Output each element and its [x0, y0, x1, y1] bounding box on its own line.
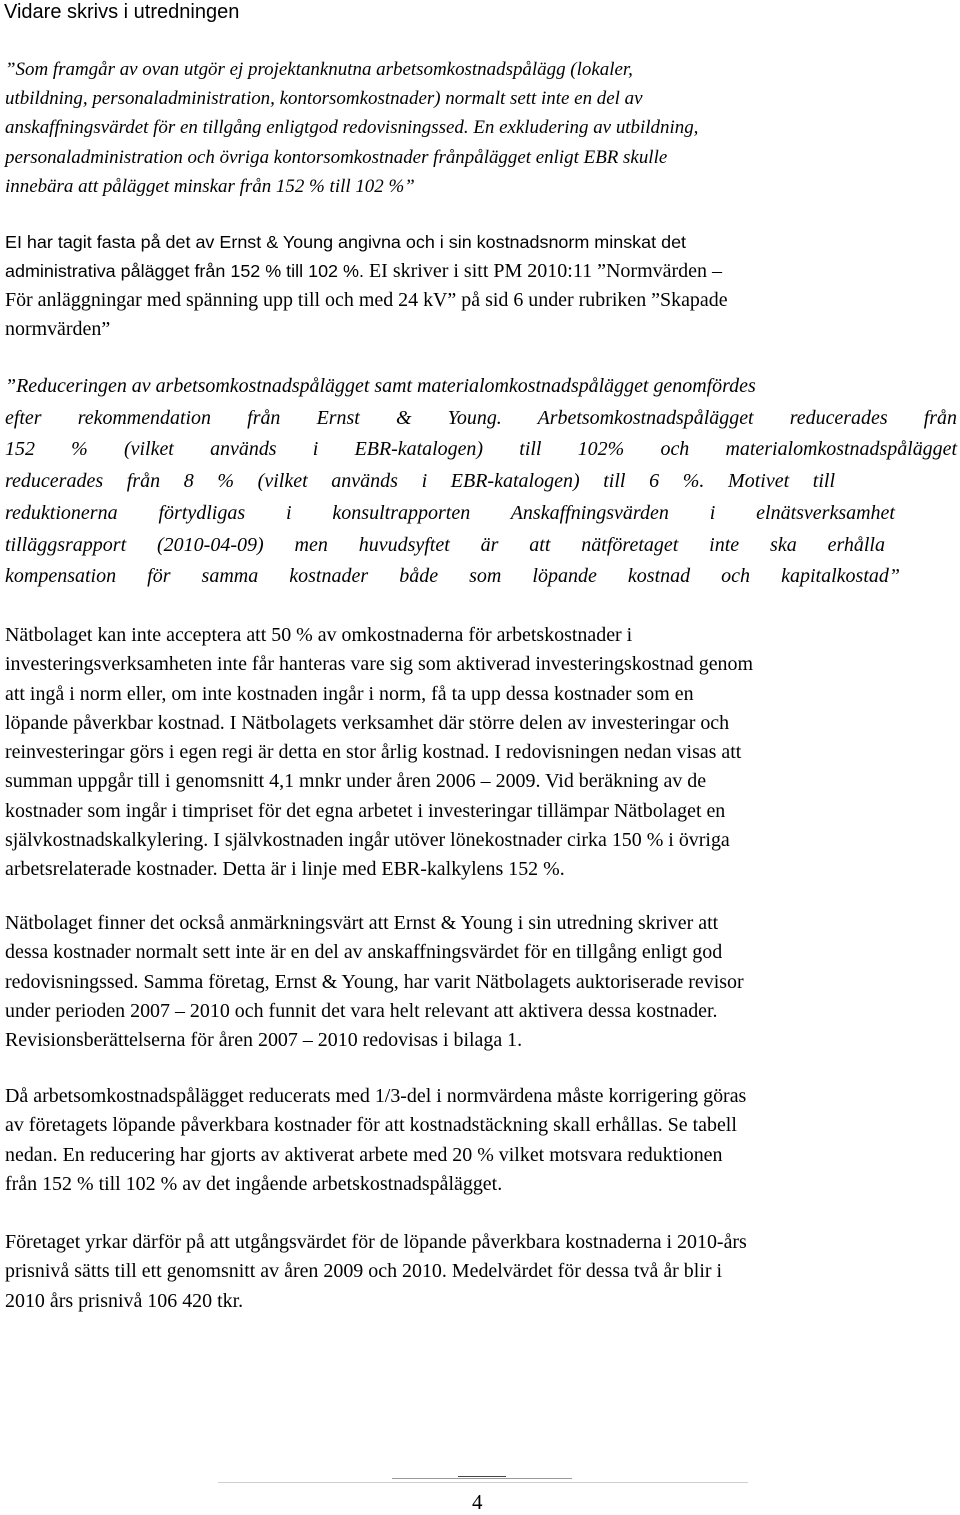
quote-block-2: [5, 371, 957, 593]
paragraph-korrigering: [5, 1082, 957, 1199]
paragraph-line: dessa kostnader normalt sett inte är en del av anskaffningsvärdet för en tillgång enligt god: [5, 941, 723, 964]
quote-line: reduktionerna förtydligas i konsultrapporten Anskaffningsvärden i elnätsverksamhet: [5, 501, 895, 524]
quote-line: 152 % (vilket används i EBR-katalogen) till 102% och materialomkostnadspålägget: [5, 438, 957, 461]
ei-paragraph: [5, 228, 957, 344]
quote-line: ”Reduceringen av arbetsomkostnadspålägget samt materialomkostnadspålägget genomfördes: [5, 375, 756, 397]
paragraph-line: Nätbolaget finner det också anmärkningsvärt att Ernst & Young i sin utredning skriver att: [5, 912, 719, 934]
quote-line: ”Som framgår av ovan utgör ej projektanknutna arbetsomkostnadspålägg (lokaler,: [5, 59, 633, 80]
paragraph-line: Revisionsberättelserna för åren 2007 – 2010 redovisas i bilaga 1.: [5, 1029, 523, 1052]
paragraph-line: 2010 års prisnivå 106 420 tkr.: [5, 1289, 244, 1312]
footer-divider-short: [458, 1476, 506, 1477]
paragraph-line-sans-part: administrativa pålägget från 152 % till 102 %.: [5, 261, 364, 281]
paragraph-line: [5, 257, 957, 286]
paragraph-line-serif-part: EI skriver i sitt PM 2010:11 ”Normvärden –: [363, 260, 723, 282]
paragraph-line: normvärden”: [5, 318, 111, 340]
paragraph-yrkande: [5, 1228, 957, 1316]
paragraph-line: För anläggningar med spänning upp till och med 24 kV” på sid 6 under rubriken ”Skapade: [5, 289, 728, 311]
paragraph-line: kostnader som ingår i timpriset för det egna arbetet i investeringar tillämpar Nätbolaget en: [5, 799, 726, 822]
paragraph-line: nedan. En reducering har gjorts av aktiverat arbete med 20 % vilket motsvara reduktionen: [5, 1143, 723, 1166]
paragraph-line: av företagets löpande påverkbara kostnader för att kostnadstäckning skall erhållas. Se tabell: [5, 1114, 737, 1137]
quote-line: tilläggsrapport (2010-04-09) men huvudsyftet är att nätföretaget inte ska erhålla: [5, 533, 885, 556]
paragraph-line: Nätbolaget kan inte acceptera att 50 % av omkostnaderna för arbetskostnader i: [5, 624, 633, 646]
paragraph-line: Då arbetsomkostnadspålägget reducerats med 1/3-del i normvärdena måste korrigering göras: [5, 1085, 747, 1107]
quote-line: kompensation för samma kostnader både som löpande kostnad och kapitalkostad”: [5, 565, 900, 588]
quote-block-1: [5, 55, 957, 201]
quote-line: utbildning, personaladministration, kontorsomkostnader) normalt sett inte en del av: [5, 88, 643, 110]
paragraph-line: Företaget yrkar därför på att utgångsvärdet för de löpande påverkbara kostnaderna i 2010-års: [5, 1231, 747, 1253]
paragraph-line: summan uppgår till i genomsnitt 4,1 mnkr under åren 2006 – 2009. Vid beräkning av de: [5, 770, 707, 793]
quote-line: innebära att pålägget minskar från 152 % till 102 %”: [5, 175, 415, 197]
quote-line: reducerades från 8 % (vilket används i EBR-katalogen) till 6 %. Motivet till: [5, 470, 835, 493]
paragraph-line: investeringsverksamheten inte får hanteras vare sig som aktiverad investeringskostnad genom: [5, 653, 753, 676]
paragraph-line: under perioden 2007 – 2010 och funnit det vara helt relevant att aktivera dessa kostnader.: [5, 999, 718, 1022]
paragraph-line: redovisningssed. Samma företag, Ernst & Young, har varit Nätbolagets auktoriserade revisor: [5, 970, 744, 993]
paragraph-ernst-young: [5, 909, 957, 1055]
paragraph-line: från 152 % till 102 % av det ingående arbetskostnadspålägget.: [5, 1172, 503, 1195]
quote-line: anskaffningsvärdet för en tillgång enligtgod redovisningssed. En exkludering av utbildning,: [5, 117, 699, 139]
quote-line: efter rekommendation från Ernst & Young. Arbetsomkostnadspålägget reducerades från: [5, 406, 957, 429]
paragraph-line: att ingå i norm eller, om inte kostnaden ingår i norm, få ta upp dessa kostnader som en: [5, 682, 694, 705]
footer-divider-mid: [392, 1478, 572, 1479]
paragraph-line: reinvesteringar görs i egen regi är detta en stor årlig kostnad. I redovisningen nedan visas att: [5, 741, 742, 764]
section-heading: Vidare skrivs i utredningen: [4, 1, 240, 23]
paragraph-arbetskostnader: [5, 621, 957, 885]
page-number: 4: [472, 1490, 483, 1514]
paragraph-line: EI har tagit fasta på det av Ernst & Young angivna och i sin kostnadsnorm minskat det: [5, 232, 687, 252]
quote-line: personaladministration och övriga kontorsomkostnader frånpålägget enligt EBR skulle: [5, 146, 668, 168]
footer-divider: [218, 1482, 748, 1483]
paragraph-line: prisnivå sätts till ett genomsnitt av åren 2009 och 2010. Medelvärdet för dessa två år blir i: [5, 1260, 723, 1283]
paragraph-line: arbetsrelaterade kostnader. Detta är i linje med EBR-kalkylens 152 %.: [5, 858, 565, 881]
paragraph-line: självkostnadskalkylering. I självkostnaden ingår utöver lönekostnader cirka 150 % i övriga: [5, 829, 730, 852]
paragraph-line: löpande påverkbar kostnad. I Nätbolagets verksamhet där större delen av investeringar och: [5, 711, 730, 734]
